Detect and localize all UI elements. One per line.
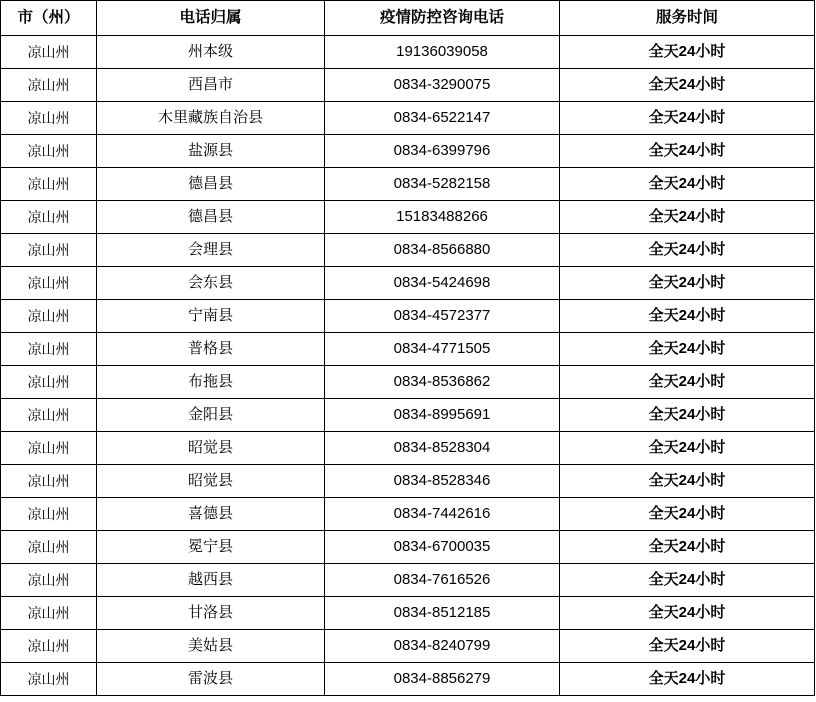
cell-region: 凉山州 [1,630,97,663]
table-body [1,36,815,696]
cell-area: 德昌县 [97,201,325,234]
cell-area: 美姑县 [97,630,325,663]
cell-hours: 全天24小时 [560,234,815,267]
table-row [1,432,815,465]
cell-area: 宁南县 [97,300,325,333]
cell-hours: 全天24小时 [560,465,815,498]
cell-phone: 0834-6522147 [325,102,560,135]
table-row [1,135,815,168]
cell-region: 凉山州 [1,135,97,168]
cell-phone: 0834-4572377 [325,300,560,333]
cell-hours: 全天24小时 [560,399,815,432]
cell-phone: 0834-5424698 [325,267,560,300]
column-header-area: 电话归属 [97,1,325,36]
cell-area: 西昌市 [97,69,325,102]
column-header-phone: 疫情防控咨询电话 [325,1,560,36]
column-header-hours: 服务时间 [560,1,815,36]
table-row [1,300,815,333]
cell-region: 凉山州 [1,201,97,234]
cell-phone: 0834-6700035 [325,531,560,564]
cell-hours: 全天24小时 [560,630,815,663]
cell-hours: 全天24小时 [560,531,815,564]
cell-region: 凉山州 [1,432,97,465]
cell-phone: 0834-8240799 [325,630,560,663]
cell-phone: 0834-7616526 [325,564,560,597]
table-header [1,1,815,36]
cell-area: 昭觉县 [97,432,325,465]
cell-area: 雷波县 [97,663,325,696]
cell-region: 凉山州 [1,465,97,498]
cell-phone: 15183488266 [325,201,560,234]
cell-area: 冕宁县 [97,531,325,564]
cell-area: 会东县 [97,267,325,300]
table-row [1,564,815,597]
cell-phone: 0834-4771505 [325,333,560,366]
cell-region: 凉山州 [1,366,97,399]
table-row [1,498,815,531]
table-row [1,102,815,135]
cell-phone: 19136039058 [325,36,560,69]
cell-phone: 0834-8528346 [325,465,560,498]
cell-region: 凉山州 [1,168,97,201]
cell-hours: 全天24小时 [560,267,815,300]
table-row [1,36,815,69]
cell-hours: 全天24小时 [560,663,815,696]
cell-region: 凉山州 [1,102,97,135]
table-row [1,597,815,630]
cell-region: 凉山州 [1,333,97,366]
table-row [1,69,815,102]
table-row [1,168,815,201]
cell-hours: 全天24小时 [560,69,815,102]
cell-area: 木里藏族自治县 [97,102,325,135]
cell-region: 凉山州 [1,300,97,333]
cell-area: 普格县 [97,333,325,366]
cell-hours: 全天24小时 [560,201,815,234]
cell-area: 喜德县 [97,498,325,531]
column-header-region: 市（州） [1,1,97,36]
table-row [1,663,815,696]
cell-hours: 全天24小时 [560,597,815,630]
cell-phone: 0834-7442616 [325,498,560,531]
cell-area: 德昌县 [97,168,325,201]
cell-region: 凉山州 [1,564,97,597]
cell-hours: 全天24小时 [560,564,815,597]
cell-phone: 0834-8856279 [325,663,560,696]
cell-hours: 全天24小时 [560,432,815,465]
cell-hours: 全天24小时 [560,366,815,399]
cell-phone: 0834-8995691 [325,399,560,432]
cell-hours: 全天24小时 [560,168,815,201]
table-header-row [1,1,815,36]
cell-area: 金阳县 [97,399,325,432]
cell-region: 凉山州 [1,399,97,432]
table-row [1,333,815,366]
cell-area: 布拖县 [97,366,325,399]
cell-area: 盐源县 [97,135,325,168]
cell-phone: 0834-8528304 [325,432,560,465]
cell-region: 凉山州 [1,663,97,696]
cell-phone: 0834-8536862 [325,366,560,399]
cell-hours: 全天24小时 [560,102,815,135]
cell-region: 凉山州 [1,267,97,300]
cell-phone: 0834-3290075 [325,69,560,102]
table-row [1,465,815,498]
cell-region: 凉山州 [1,498,97,531]
cell-area: 会理县 [97,234,325,267]
table-row [1,234,815,267]
cell-phone: 0834-5282158 [325,168,560,201]
table-row [1,366,815,399]
cell-hours: 全天24小时 [560,135,815,168]
cell-area: 州本级 [97,36,325,69]
cell-hours: 全天24小时 [560,300,815,333]
cell-region: 凉山州 [1,69,97,102]
cell-region: 凉山州 [1,36,97,69]
cell-hours: 全天24小时 [560,498,815,531]
table-row [1,630,815,663]
cell-phone: 0834-8512185 [325,597,560,630]
cell-area: 越西县 [97,564,325,597]
cell-phone: 0834-6399796 [325,135,560,168]
table-row [1,267,815,300]
cell-region: 凉山州 [1,234,97,267]
table-row [1,201,815,234]
cell-region: 凉山州 [1,531,97,564]
cell-phone: 0834-8566880 [325,234,560,267]
cell-hours: 全天24小时 [560,333,815,366]
table-row [1,399,815,432]
cell-hours: 全天24小时 [560,36,815,69]
cell-area: 甘洛县 [97,597,325,630]
table-row [1,531,815,564]
cell-region: 凉山州 [1,597,97,630]
cell-area: 昭觉县 [97,465,325,498]
